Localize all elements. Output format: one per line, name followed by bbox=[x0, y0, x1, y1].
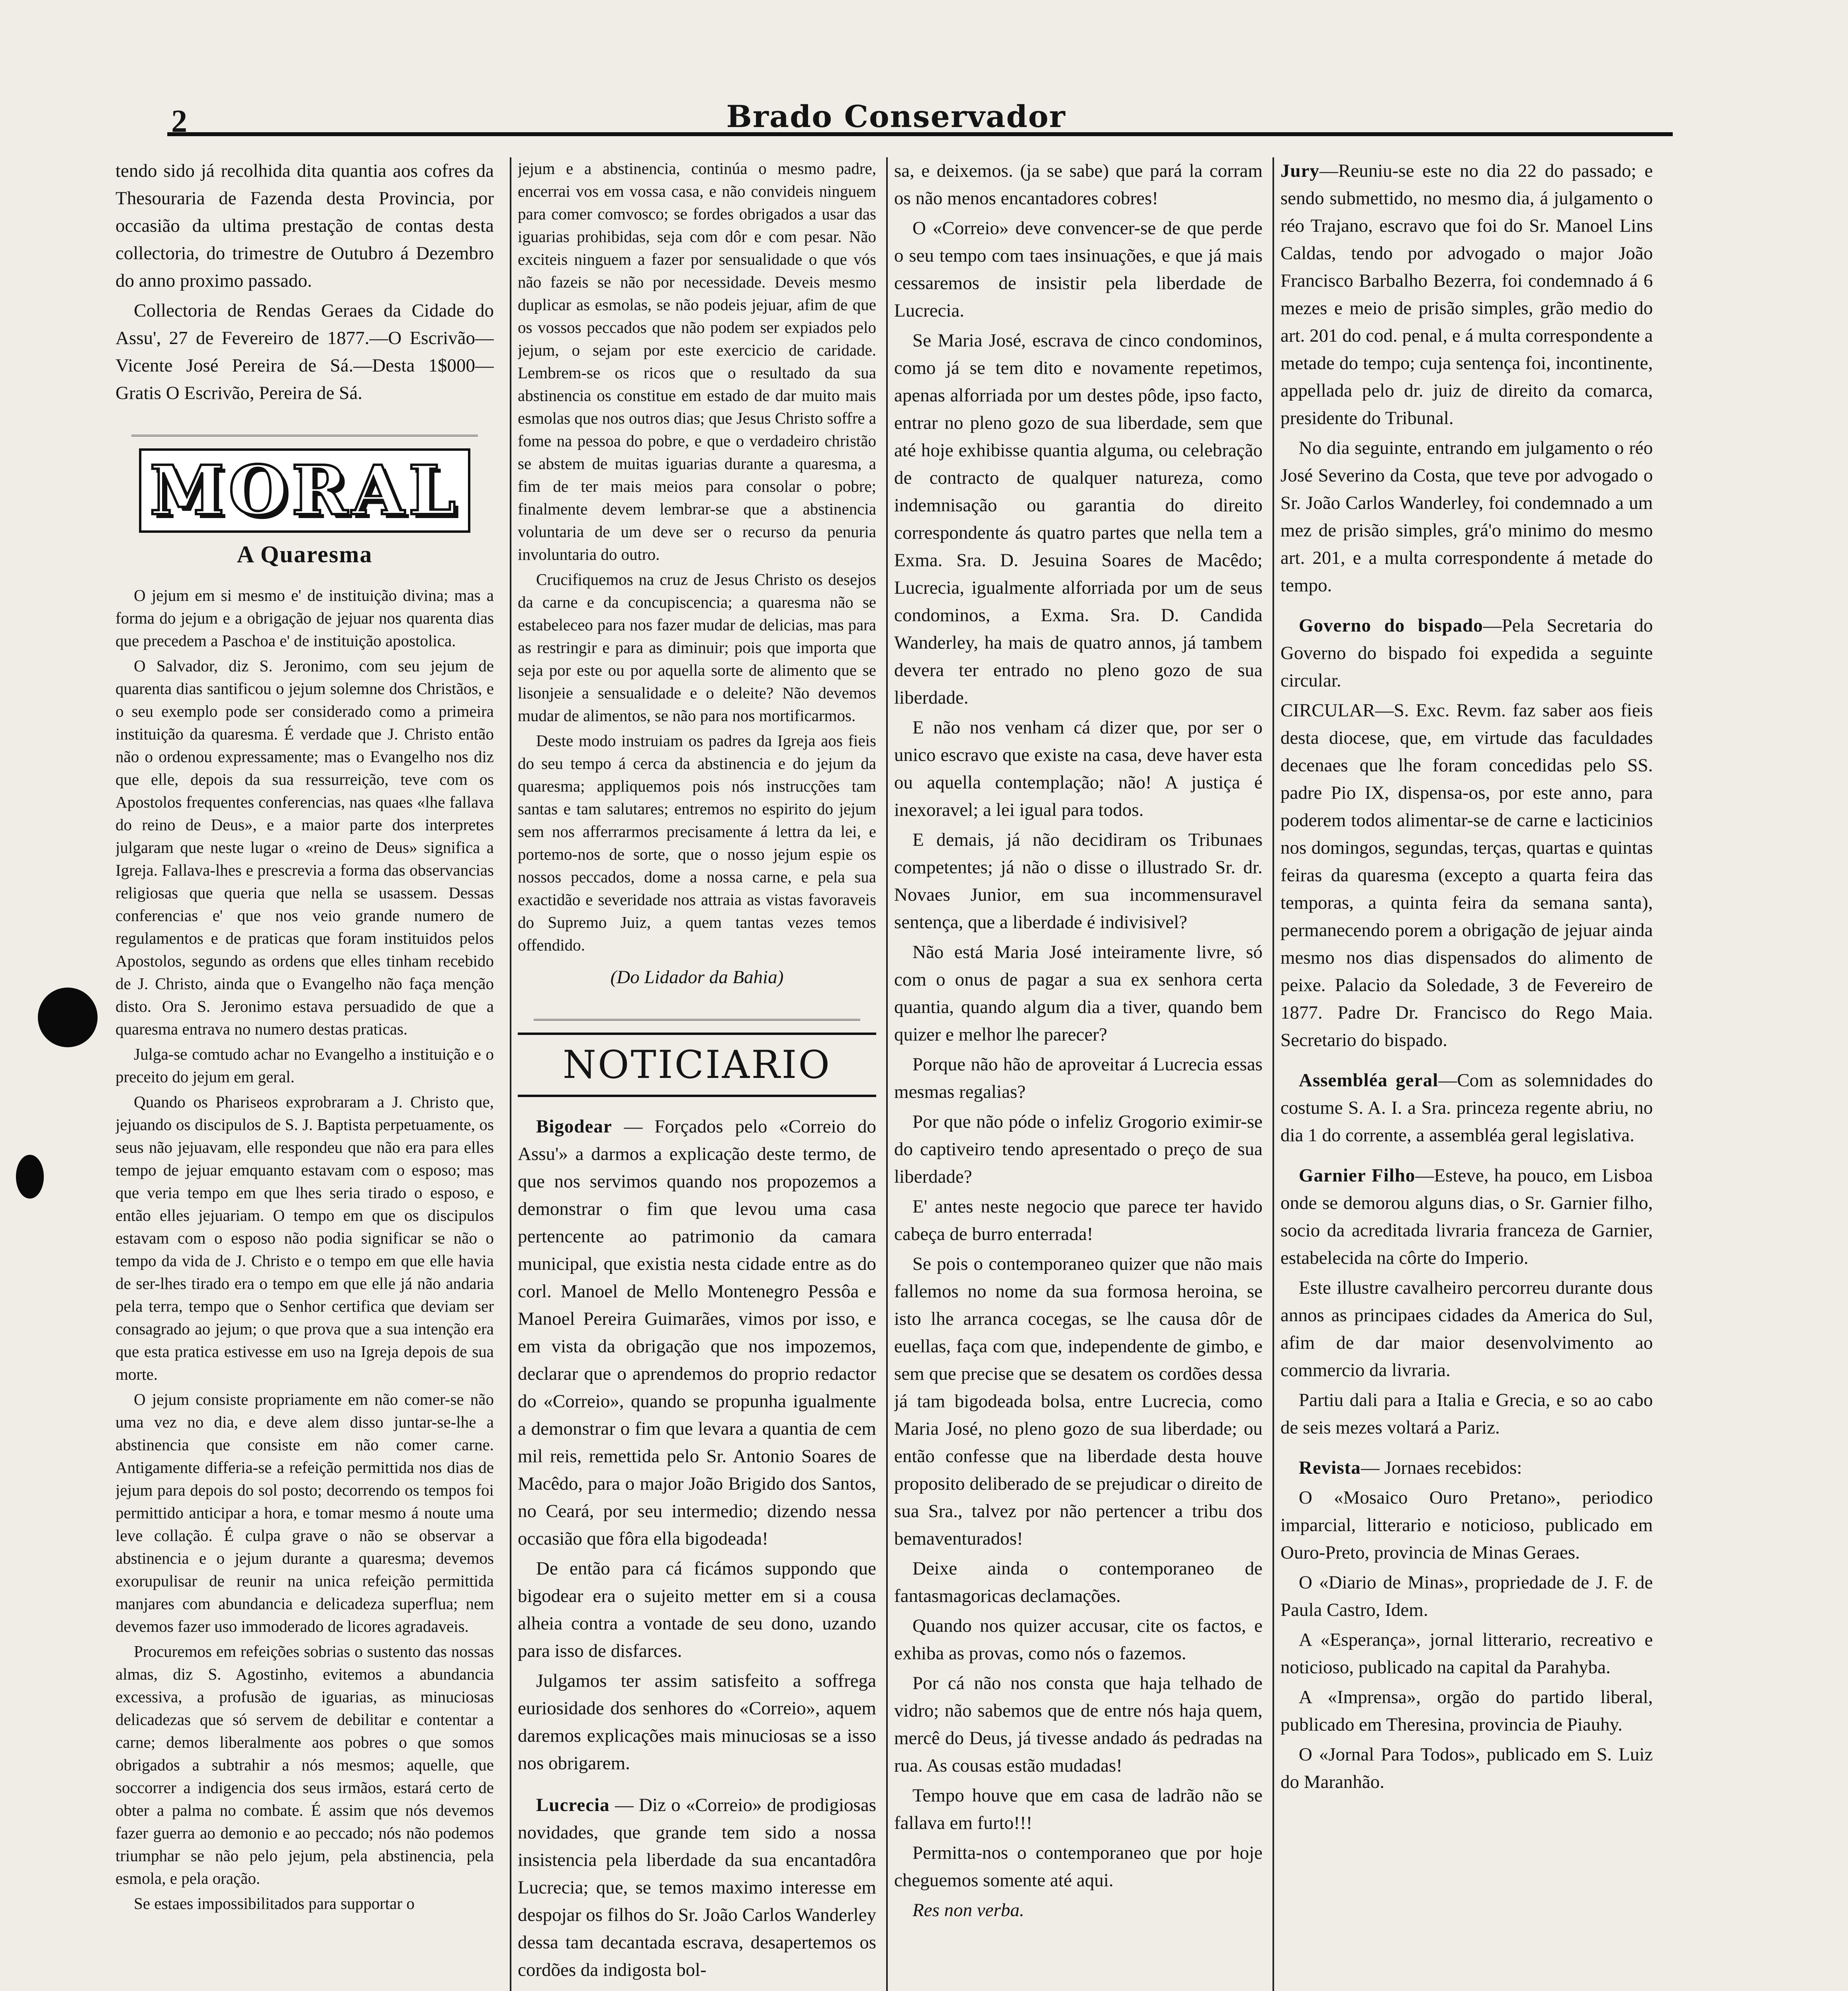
paragraph: No dia seguinte, entrando em julgamento o réo José Severino da Costa, que teve por advogado o Sr. João Carlos Wanderley, foi condemnado a um mez de prisão simples, grá'o minimo do mesmo art. 201, e a multa correspondente á metade do tempo. bbox=[1280, 438, 1653, 596]
ink-blot bbox=[16, 1155, 44, 1199]
paragraph: O Salvador, diz S. Jeronimo, com seu jejum de quarenta dias santificou o jejum solemne dos Christãos, e o seu exemplo pode ser considerado como a primeira instituição da quaresma. É verdade que J. Christo então não o ordenou expressamente; mas o Evangelho nos diz que elle, depois da sua ressurreição, teve com os Apostolos frequentes conferencias, nas quaes «lhe fallava do reino de Deus», e a maior parte dos interpretes julgaram que neste lugar o «reino de Deus» significa a Igreja. Fallava-lhes e prescrevia a forma das observancias religiosas que queria que nella se usassem. Dessas conferencias e' que nos veio grande numero de regulamentos e de praticas que foram instituidos pelos Apostolos, segundo as ordens que elles tinham recebido de J. Christo, ainda que o Evangelho não faça menção disto. Ora S. Jeronimo estava persuadido de que a quaresma entrava no numero destas praticas. bbox=[116, 657, 494, 1038]
item-heading: Jury bbox=[1280, 160, 1319, 181]
paragraph: tendo sido já recolhida dita quantia aos cofres da Thesouraria de Fazenda desta Provincia, por occasião da ultima prestação de contas desta collectoria, do trimestre de Outubro á Dezembro do anno proximo passado. bbox=[116, 160, 494, 291]
paragraph: E demais, já não decidiram os Tribunaes competentes; já não o disse o illustrado Sr. dr. Novaes Junior, em sua incommensuravel sentença, que a liberdade é indivisivel? bbox=[894, 829, 1263, 933]
paragraph: sa, e deixemos. (ja se sabe) que pará la corram os não menos encantadores cobres! bbox=[894, 160, 1263, 209]
paragraph: Julgamos ter assim satisfeito a soffrega euriosidade dos senhores do «Correio», aquem daremos explicações mais minuciosas se a isso nos obrigarem. bbox=[518, 1670, 876, 1774]
section-banner-moral: MORAL bbox=[139, 448, 470, 533]
page-number: 2 bbox=[171, 104, 187, 139]
section-heading-noticiario: NOTICIARIO bbox=[518, 1033, 876, 1097]
item-heading: Revista bbox=[1299, 1457, 1361, 1478]
article-title: A Quaresma bbox=[237, 541, 373, 567]
item-heading: Lucrecia bbox=[536, 1795, 610, 1815]
item-heading: Bigodear bbox=[536, 1116, 612, 1137]
paragraph: Não está Maria José inteiramente livre, só com o onus de pagar a sua ex senhora certa quantia, quando algum dia a tiver, quando bem quizer e melhor lhe parecer? bbox=[894, 942, 1263, 1045]
paragraph: Por cá não nos consta que haja telhado de vidro; não sabemos que de entre nós haja quem, mercê do Deus, já tivesse andado ás pedradas na rua. As cousas estão mudadas! bbox=[894, 1673, 1263, 1776]
item-text: — Forçados pelo «Correio do Assu'» a darmos a explicação deste termo, de que nos servimos quando nos propozemos a demonstrar o fim que levou uma casa pertencente ao patrimonio da camara municipal, que existia nesta cidade entre as do corl. Manoel de Mello Montenegro Pessôa e Manoel Pereira Guimarães, vimos por isso, e em vista da obrigação que nos impozemos, declarar que o aprendemos do proprio redactor do «Correio», quando se propunha igualmente a demonstrar o fim que levara a quantia de cem mil reis, remettida pelo Sr. Antonio Soares de Macêdo, para o major João Brigido dos Santos, no Ceará, por seu intermedio; dizendo nessa occasião que fôra ella bigodeada! bbox=[518, 1116, 876, 1549]
column-divider bbox=[886, 157, 888, 1991]
item-heading: Governo do bispado bbox=[1299, 615, 1483, 636]
paragraph: E' antes neste negocio que parece ter havido cabeça de burro enterrada! bbox=[894, 1196, 1263, 1244]
paragraph: Crucifiquemos na cruz de Jesus Christo os desejos da carne e da concupiscencia; a quaresma não se estabeleceo para nos fazer mudar de delicias, mas para as restringir e para as diminuir; pois que importa que seja por este ou por aquella sorte de alimento que se lisonjeie a sensualidade e o deleite? Não devemos mudar de alimentos, se não para nos mortificarmos. bbox=[518, 570, 876, 725]
column-divider bbox=[1272, 157, 1274, 1991]
paragraph: A «Esperança», jornal litterario, recreativo e noticioso, publicado na capital da Parahyba. bbox=[1280, 1629, 1653, 1678]
paragraph: CIRCULAR—S. Exc. Revm. faz saber aos fieis desta diocese, que, em virtude das faculdades decenaes que lhe foram concedidas pelo SS. padre Pio IX, dispensa-os, por este anno, para poderem todos alimentar-se de carne e lacticinios nos domingos, segundas, terças, quartas e quintas feiras da quaresma (excepto a quarta feira das temporas, a quinta feira da semana santa), permanecendo porem a obrigação de jejuar ainda mesmo nos dias dispensados do alimento de peixe. Palacio da Soledade, 3 de Fevereiro de 1877. Padre Dr. Francisco do Rego Maia. Secretario do bispado. bbox=[1280, 700, 1653, 1050]
paragraph: De então para cá ficámos suppondo que bigodear era o sujeito metter em si a cousa alheia contra a vontade de seu dono, uzando para isso de disfarces. bbox=[518, 1558, 876, 1661]
ornament-divider bbox=[534, 1003, 860, 1021]
paragraph: Porque não hão de aproveitar á Lucrecia essas mesmas regalias? bbox=[894, 1054, 1263, 1102]
paragraph: Permitta-nos o contemporaneo que por hoje cheguemos somente até aqui. bbox=[894, 1842, 1263, 1891]
paragraph: Se pois o contemporaneo quizer que não mais fallemos no nome da sua formosa heroina, se isto lhe arranca cocegas, se lhe causa dôr de euellas, faça com que, independente de gimbo, e sem que precise que se desatem os cordões dessa já tam bigodeada bolsa, entre Lucrecia, como Maria José, no pleno gozo de sua liberdade; ou então confesse que na liberdade desta houve proposito deliberado de se prejudicar o direito de sua Sra., talvez por não pertencer a tribu dos bemaventurados! bbox=[894, 1254, 1263, 1549]
masthead-rule bbox=[167, 132, 1673, 136]
masthead bbox=[119, 96, 1673, 139]
paragraph: Deste modo instruiam os padres da Igreja aos fieis do seu tempo á cerca da abstinencia e do jejum da quaresma; appliquemos pois nós instrucções tam santas e tam salutares; entremos no espirito do jejum sem nos afferrarmos precisamente á lettra da lei, e portemo-nos de sorte, que o nosso jejum espie os nossos peccados, dome a nossa carne, e pela sua exactidão e severidade nos attraia as vistas favoraveis do Supremo Juiz, a quem tantas vezes temos offendido. bbox=[518, 731, 876, 954]
paragraph: A «Imprensa», orgão do partido liberal, publicado em Theresina, provincia de Piauhy. bbox=[1280, 1687, 1653, 1735]
paragraph: O «Jornal Para Todos», publicado em S. Luiz do Maranhão. bbox=[1280, 1744, 1653, 1792]
column-2 bbox=[518, 157, 876, 1991]
item-heading: Assembléa geral bbox=[1299, 1070, 1439, 1091]
ink-blot bbox=[38, 988, 98, 1047]
paragraph: O «Diario de Minas», propriedade de J. F. de Paula Castro, Idem. bbox=[1280, 1572, 1653, 1620]
paragraph: Procuremos em refeições sobrias o sustento das nossas almas, diz S. Agostinho, evitemos a abundancia excessiva, a profusão de iguarias, as minuciosas delicadezas que só servem de debilitar e contentar a carne; demos liberalmente aos pobres o que somos obrigados a subtrahir a nós mesmos; aquelle, que soccorrer a indigencia dos seus irmãos, estará certo de obter a palma no combate. É assim que nós devemos fazer guerra ao demonio e ao peccado; nós não podemos triumphar se não pelo jejum, pela abstinencia, pela esmola, e pela oração. bbox=[116, 1642, 494, 1887]
item-text: —Reuniu-se este no dia 22 do passado; e sendo submettido, no mesmo dia, á julgamento o réo Trajano, escravo que foi do Sr. Manoel Lins Caldas, tendo por advogado o major João Francisco Barbalho Bezerra, foi condemnado á 6 mezes e meio de prisão simples, grão medio do art. 201 do cod. penal, e á multa correspondente a metade do tempo; cuja sentença foi, incontinente, appellada pelo dr. juiz de direito da comarca, presidente do Tribunal. bbox=[1280, 160, 1653, 428]
column-divider bbox=[510, 157, 511, 1991]
paragraph: Deixe ainda o contemporaneo de fantasmagoricas declamações. bbox=[894, 1558, 1263, 1606]
item-text: — Jornaes recebidos: bbox=[1361, 1457, 1522, 1478]
source-credit: (Do Lidador da Bahia) bbox=[610, 967, 784, 988]
paragraph: O jejum em si mesmo e' de instituição divina; mas a forma do jejum e a obrigação de jejuar nos quarenta dias que precedem a Paschoa e' de instituição apostolica. bbox=[116, 586, 494, 650]
item-text: —Esteve, ha pouco, em Lisboa onde se demorou alguns dias, o Sr. Garnier filho, socio da acreditada livraria franceza de Garnier, estabelecida na côrte do Imperio. bbox=[1280, 1165, 1653, 1268]
ornament-divider bbox=[131, 419, 478, 436]
paragraph: Este illustre cavalheiro percorreu durante dous annos as principaes cidades da America do Sul, afim de dar maior desenvolvimento ao commercio da livraria. bbox=[1280, 1277, 1653, 1381]
paragraph: Quando nos quizer accusar, cite os factos, e exhiba as provas, como nós o fazemos. bbox=[894, 1615, 1263, 1664]
paragraph: E não nos venham cá dizer que, por ser o unico escravo que existe na casa, deve haver esta ou aquella contemplação; não! A justiça é inexoravel; a lei igual para todos. bbox=[894, 717, 1263, 820]
paragraph: O «Correio» deve convencer-se de que perde o seu tempo com taes insinuações, e que já mais cessaremos de insistir pela liberdade de Lucrecia. bbox=[894, 218, 1263, 321]
column-1 bbox=[116, 157, 494, 1991]
paragraph: Se estaes impossibilitados para supportar o bbox=[134, 1894, 415, 1913]
column-4 bbox=[1280, 157, 1653, 1991]
paragraph: Julga-se comtudo achar no Evangelho a instituição e o preceito do jejum em geral. bbox=[116, 1045, 494, 1086]
paragraph: Por que não póde o infeliz Grogorio eximir-se do captiveiro tendo apresentado o preço de sua liberdade? bbox=[894, 1111, 1263, 1187]
paragraph: Partiu dali para a Italia e Grecia, e so ao cabo de seis mezes voltará a Pariz. bbox=[1280, 1390, 1653, 1438]
paragraph: Se Maria José, escrava de cinco condominos, como já se tem dito e novamente repetimos, apenas alforriada por um destes pôde, ipso facto, entrar no pleno gozo de sua liberdade, sem que até hoje exhibisse quantia alguma, ou celebração de contracto de qualquer natureza, como indemnisação ou garantia do direito correspondente ás quatro partes que nella tem a Exma. Sra. D. Jesuina Soares de Macêdo; Lucrecia, igualmente alforriada por um de seus condominos, a Exma. Sra. D. Candida Wanderley, ha mais de quatro annos, já tambem devera ter entrado no pleno gozo de sua liberdade. bbox=[894, 330, 1263, 708]
item-text: —Pela Secretaria do Governo do bispado foi expedida a seguinte circular. bbox=[1280, 615, 1653, 691]
paragraph: Quando os Phariseos exprobraram a J. Christo que, jejuando os discipulos de S. J. Baptista perpetuamente, os seus não jejuavam, elle respondeu que não era para elles tempo de jejuar emquanto estavam com o esposo; mas que veria tempo em que lhes seria tirado o esposo, e então elles jejuariam. O tempo em que os discipulos estavam com o esposo não podia significar se não o tempo da vida de J. Christo e o tempo em que elle havia de ser-lhes tirado era o tempo em que elle já não andaria pela terra, tempo que o Senhor certifica que deviam ser consagrado ao jejum; o que prova que a sua intenção era que esta pratica estivesse em uso na Igreja depois de sua morte. bbox=[116, 1093, 494, 1383]
paragraph: Tempo houve que em casa de ladrão não se fallava em furto!!! bbox=[894, 1785, 1263, 1833]
paragraph: Collectoria de Rendas Geraes da Cidade do Assu', 27 de Fevereiro de 1877.—O Escrivão—Vicente José Pereira de Sá.—Desta 1$000—Gratis O Escrivão, Pereira de Sá. bbox=[116, 300, 494, 403]
newspaper-title: Brado Conservador bbox=[726, 99, 1066, 134]
paragraph: O «Mosaico Ouro Pretano», periodico imparcial, litterario e noticioso, publicado em Ouro-Preto, provincia de Minas Geraes. bbox=[1280, 1487, 1653, 1563]
paragraph: O jejum consiste propriamente em não comer-se não uma vez no dia, e deve alem disso juntar-se-lhe a abstinencia que consiste em não comer carne. Antigamente differia-se a refeição permittida nos dias de jejum para depois do sol posto; decorrendo os tempos foi permittido anticipar a hora, e tomar mesmo á noute uma leve collação. É culpa grave o não se observar a abstinencia e o jejum durante a quaresma; devemos exorupulisar de reunir na unica refeição permittida manjares com abundancia e delicadeza superflua; nem devemos fazer uso immoderado de licores agradaveis. bbox=[116, 1390, 494, 1635]
paragraph: jejum e a abstinencia, continúa o mesmo padre, encerrai vos em vossa casa, e não convideis ninguem para comer comvosco; se fordes obrigados a usar das iguarias prohibidas, seja com dôr e com pesar. Não exciteis ninguem a fazer por sensualidade o que vós não fazeis se não por necessidade. Deveis mesmo duplicar as esmolas, se não podeis jejuar, afim de que os vossos peccados que não podem ser expiados pelo jejum, o sejam por este exercicio de caridade. Lembrem-se os ricos que o resultado da sua abstinencia os constitue em estado de dar muito mais esmolas que nos outros dias; que Jesus Christo soffre a fome na pessoa do pobre, e que o verdadeiro christão se abstem de muitas iguarias durante a quaresma, a fim de ter mais meios para consolar o pobre; finalmente devem lembrar-se que a abstinencia voluntaria de um deve ser o recurso da penuria involuntaria do outro. bbox=[518, 159, 876, 563]
item-text: —Com as solemnidades do costume S. A. I. a Sra. princeza regente abriu, no dia 1 do corrente, a assembléa geral legislativa. bbox=[1280, 1070, 1653, 1146]
item-text: — Diz o «Correio» de prodigiosas novidades, que grande tem sido a nossa insistencia pela liberdade da sua encantadôra Lucrecia; que, se temos maximo interesse em despojar os filhos do Sr. João Carlos Wanderley dessa tam decantada escrava, desapertemos os cordões da indigosta bol- bbox=[518, 1795, 876, 1980]
closing-line: Res non verba. bbox=[912, 1900, 1024, 1921]
item-heading: Garnier Filho bbox=[1299, 1165, 1415, 1186]
column-3 bbox=[894, 157, 1263, 1991]
